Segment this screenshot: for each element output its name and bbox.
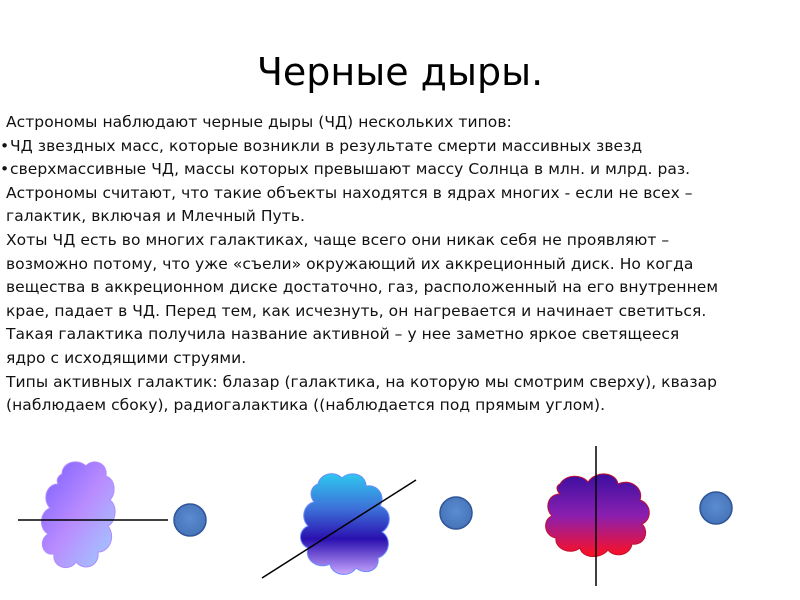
slide-title: Черные дыры.: [256, 50, 544, 94]
bullet-text: сверхмассивные ЧД, массы которых превышают массу Солнца в млн. и млрд. раз.: [10, 160, 691, 179]
observer-circle: [700, 492, 732, 524]
text-line: возможно потому, что уже «съели» окружающий их аккреционный диск. Но когда: [6, 254, 694, 273]
galaxy-blazar: [41, 462, 115, 568]
observer-circle: [440, 497, 472, 529]
bullet-item: [0, 158, 792, 182]
bullet-dot-icon: •: [0, 136, 10, 155]
bullet-item: [0, 135, 792, 159]
text-line: Астрономы считают, что такие объекты находятся в ядрах многих - если не всех –: [6, 183, 693, 202]
text-line: Типы активных галактик: блазар (галактика, на которую мы смотрим сверху), квазар: [6, 372, 718, 391]
bullet-dot-icon: •: [0, 160, 10, 179]
text-line: ядро с исходящими струями.: [6, 348, 247, 367]
galaxy-quasar: [301, 474, 390, 575]
bullet-text: ЧД звездных масс, которые возникли в результате смерти массивных звезд: [10, 136, 643, 155]
text-line: вещества в аккреционном диске достаточно, газ, расположенный на его внутреннем: [6, 278, 719, 297]
text-line: галактик, включая и Млечный Путь.: [6, 207, 306, 226]
text-line: крае, падает в ЧД. Перед тем, как исчезнуть, он нагревается и начинает светиться.: [6, 301, 707, 320]
text-line: Такая галактика получила название активной – у нее заметно яркое светящееся: [6, 325, 680, 344]
galaxy-illustrations: [0, 440, 800, 600]
observer-circle: [174, 504, 206, 536]
intro-line: Астрономы наблюдают черные дыры (ЧД) нескольких типов:: [6, 113, 512, 131]
slide-body: [0, 111, 792, 418]
text-line: Хоты ЧД есть во многих галактиках, чаще всего они никак себя не проявляют –: [6, 230, 670, 249]
galaxy-diagram: [0, 440, 800, 600]
text-line: (наблюдаем сбоку), радиогалактика ((наблюдается под прямым углом).: [6, 396, 606, 415]
galaxy-radio: [546, 474, 650, 557]
